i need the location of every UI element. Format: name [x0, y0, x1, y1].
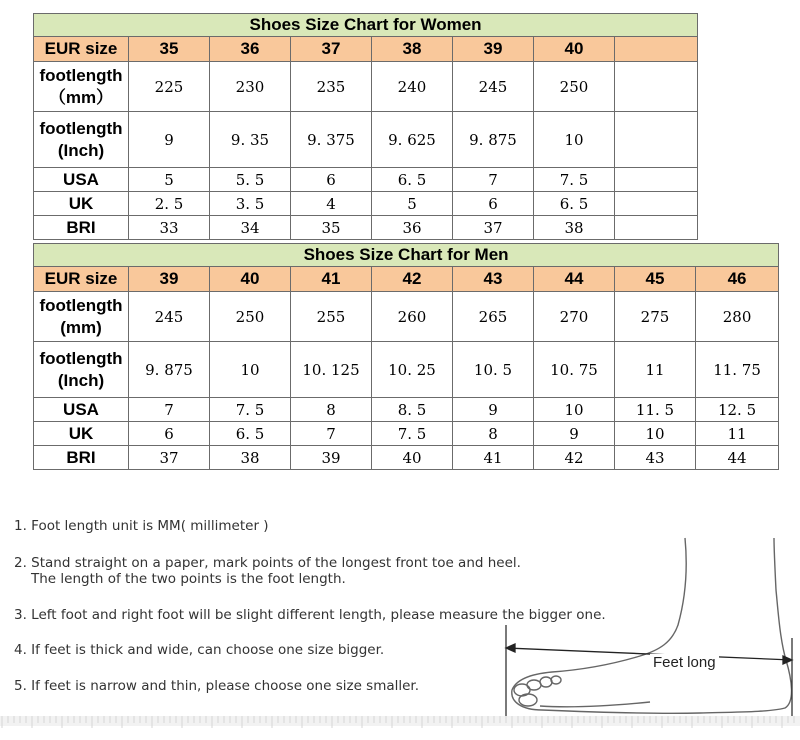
table-cell: 255	[291, 292, 372, 342]
note-5	[14, 678, 419, 694]
table-cell: 6. 5	[372, 168, 453, 192]
women-size-chart	[33, 13, 698, 240]
row-label-line: footlength	[39, 295, 123, 315]
table-row	[34, 446, 779, 470]
table-cell: 39	[129, 267, 210, 292]
foot-measure-figure	[500, 530, 800, 720]
table-cell: 8. 5	[372, 398, 453, 422]
table-row	[34, 422, 779, 446]
table-cell: 9. 875	[453, 112, 534, 168]
row-label	[34, 192, 129, 216]
table-row	[34, 267, 779, 292]
table-cell: 275	[615, 292, 696, 342]
table-row	[34, 168, 698, 192]
table-cell: 37	[453, 216, 534, 240]
table-cell: 260	[372, 292, 453, 342]
row-label	[34, 398, 129, 422]
table-cell: 240	[372, 62, 453, 112]
table-row	[34, 398, 779, 422]
row-label	[34, 446, 129, 470]
row-label-line: footlength	[39, 65, 123, 85]
table-cell: 10. 125	[291, 342, 372, 398]
measure-arrow-icon	[500, 530, 800, 720]
table-cell: 42	[372, 267, 453, 292]
table-cell: 7	[291, 422, 372, 446]
table-cell: 4	[291, 192, 372, 216]
table-cell: 5. 5	[210, 168, 291, 192]
table-cell: 9	[453, 398, 534, 422]
table-cell: 36	[210, 37, 291, 62]
table-cell: 10. 75	[534, 342, 615, 398]
table-cell: 7	[129, 398, 210, 422]
table-cell: 46	[696, 267, 779, 292]
row-label	[34, 342, 129, 398]
table-cell: 9	[129, 112, 210, 168]
table-cell: 7. 5	[534, 168, 615, 192]
table-cell: 9. 35	[210, 112, 291, 168]
table-row	[34, 192, 698, 216]
table-cell: 245	[129, 292, 210, 342]
table-cell: 235	[291, 62, 372, 112]
note-5-text: 5. If feet is narrow and thin, please choose one size smaller.	[14, 678, 420, 694]
note-3-text: 3. Left foot and right foot will be slight different length, please measure the bigger one.	[14, 607, 606, 623]
table-row	[34, 342, 779, 398]
note-4	[14, 642, 384, 658]
table-cell: 2. 5	[129, 192, 210, 216]
table-cell	[615, 192, 698, 216]
row-label-line: USA	[63, 399, 99, 419]
table-cell: 7	[453, 168, 534, 192]
table-cell: 12. 5	[696, 398, 779, 422]
row-label-line: BRI	[66, 447, 96, 467]
table-cell: 10	[210, 342, 291, 398]
row-label	[34, 267, 129, 292]
feet-long-label: Feet long	[650, 654, 719, 671]
table-cell	[615, 112, 698, 168]
note-2-text-cont: The length of the two points is the foot length.	[31, 571, 346, 587]
table-cell: 5	[372, 192, 453, 216]
table-row	[34, 62, 698, 112]
table-cell: 40	[372, 446, 453, 470]
row-label	[34, 37, 129, 62]
table-cell: 230	[210, 62, 291, 112]
table-cell: 11	[696, 422, 779, 446]
table-cell: 250	[534, 62, 615, 112]
note-1	[14, 518, 269, 534]
table-cell: 5	[129, 168, 210, 192]
table-cell: 41	[291, 267, 372, 292]
women-chart-title: Shoes Size Chart for Women	[34, 14, 698, 37]
table-cell: 280	[696, 292, 779, 342]
table-cell: 34	[210, 216, 291, 240]
table-cell: 9. 875	[129, 342, 210, 398]
table-cell: 43	[615, 446, 696, 470]
table-cell	[615, 37, 698, 62]
table-cell: 35	[291, 216, 372, 240]
table-cell: 10. 25	[372, 342, 453, 398]
row-label-line: USA	[63, 169, 99, 189]
note-2	[14, 555, 521, 587]
row-label-line: BRI	[66, 217, 96, 237]
table-cell: 250	[210, 292, 291, 342]
table-cell: 37	[129, 446, 210, 470]
note-1-text: 1. Foot length unit is MM( millimeter )	[14, 518, 269, 534]
table-cell: 37	[291, 37, 372, 62]
table-cell: 38	[534, 216, 615, 240]
table-cell: 225	[129, 62, 210, 112]
table-cell: 11. 75	[696, 342, 779, 398]
row-label-line: (mm)	[60, 317, 102, 337]
table-cell: 10. 5	[453, 342, 534, 398]
table-cell: 44	[534, 267, 615, 292]
table-row	[34, 216, 698, 240]
row-label	[34, 216, 129, 240]
row-label	[34, 168, 129, 192]
ruler-strip	[0, 712, 800, 740]
table-cell: 9	[534, 422, 615, 446]
table-cell	[615, 168, 698, 192]
row-label	[34, 292, 129, 342]
table-cell: 39	[453, 37, 534, 62]
row-label-line: （mm）	[48, 87, 114, 107]
note-2-text: 2. Stand straight on a paper, mark points of the longest front toe and heel.	[14, 555, 521, 571]
table-row	[34, 37, 698, 62]
table-cell: 8	[453, 422, 534, 446]
table-row	[34, 112, 698, 168]
row-label-line: UK	[68, 423, 94, 443]
men-chart-title: Shoes Size Chart for Men	[34, 244, 779, 267]
table-cell: 6	[129, 422, 210, 446]
table-cell: 270	[534, 292, 615, 342]
note-4-text: 4. If feet is thick and wide, can choose one size bigger.	[14, 642, 385, 658]
table-cell: 36	[372, 216, 453, 240]
table-cell: 43	[453, 267, 534, 292]
table-cell: 44	[696, 446, 779, 470]
table-cell: 245	[453, 62, 534, 112]
row-label-line: footlength	[39, 118, 123, 138]
table-cell: 6. 5	[210, 422, 291, 446]
table-cell: 42	[534, 446, 615, 470]
row-label-line: UK	[68, 193, 94, 213]
table-cell: 39	[291, 446, 372, 470]
table-cell: 11. 5	[615, 398, 696, 422]
table-cell: 10	[534, 398, 615, 422]
row-label	[34, 62, 129, 112]
table-cell: 7. 5	[210, 398, 291, 422]
row-label-line: (Inch)	[57, 370, 105, 390]
table-cell: 10	[534, 112, 615, 168]
row-label-line: (Inch)	[57, 140, 105, 160]
table-cell: 9. 375	[291, 112, 372, 168]
table-cell: 11	[615, 342, 696, 398]
table-cell: 10	[615, 422, 696, 446]
table-cell: 6. 5	[534, 192, 615, 216]
table-cell	[615, 62, 698, 112]
table-cell: 6	[291, 168, 372, 192]
row-label	[34, 422, 129, 446]
table-cell: 38	[210, 446, 291, 470]
table-cell: 40	[534, 37, 615, 62]
row-label-line: footlength	[39, 348, 123, 368]
row-label-line: EUR size	[44, 39, 118, 58]
table-cell: 3. 5	[210, 192, 291, 216]
table-cell: 7. 5	[372, 422, 453, 446]
table-cell: 38	[372, 37, 453, 62]
table-cell: 40	[210, 267, 291, 292]
men-size-chart	[33, 243, 779, 470]
table-cell: 45	[615, 267, 696, 292]
row-label	[34, 112, 129, 168]
table-cell: 8	[291, 398, 372, 422]
table-row	[34, 292, 779, 342]
table-cell: 35	[129, 37, 210, 62]
row-label-line: EUR size	[44, 269, 118, 288]
table-cell: 41	[453, 446, 534, 470]
table-cell: 33	[129, 216, 210, 240]
table-cell	[615, 216, 698, 240]
table-cell: 265	[453, 292, 534, 342]
table-cell: 6	[453, 192, 534, 216]
table-cell: 9. 625	[372, 112, 453, 168]
